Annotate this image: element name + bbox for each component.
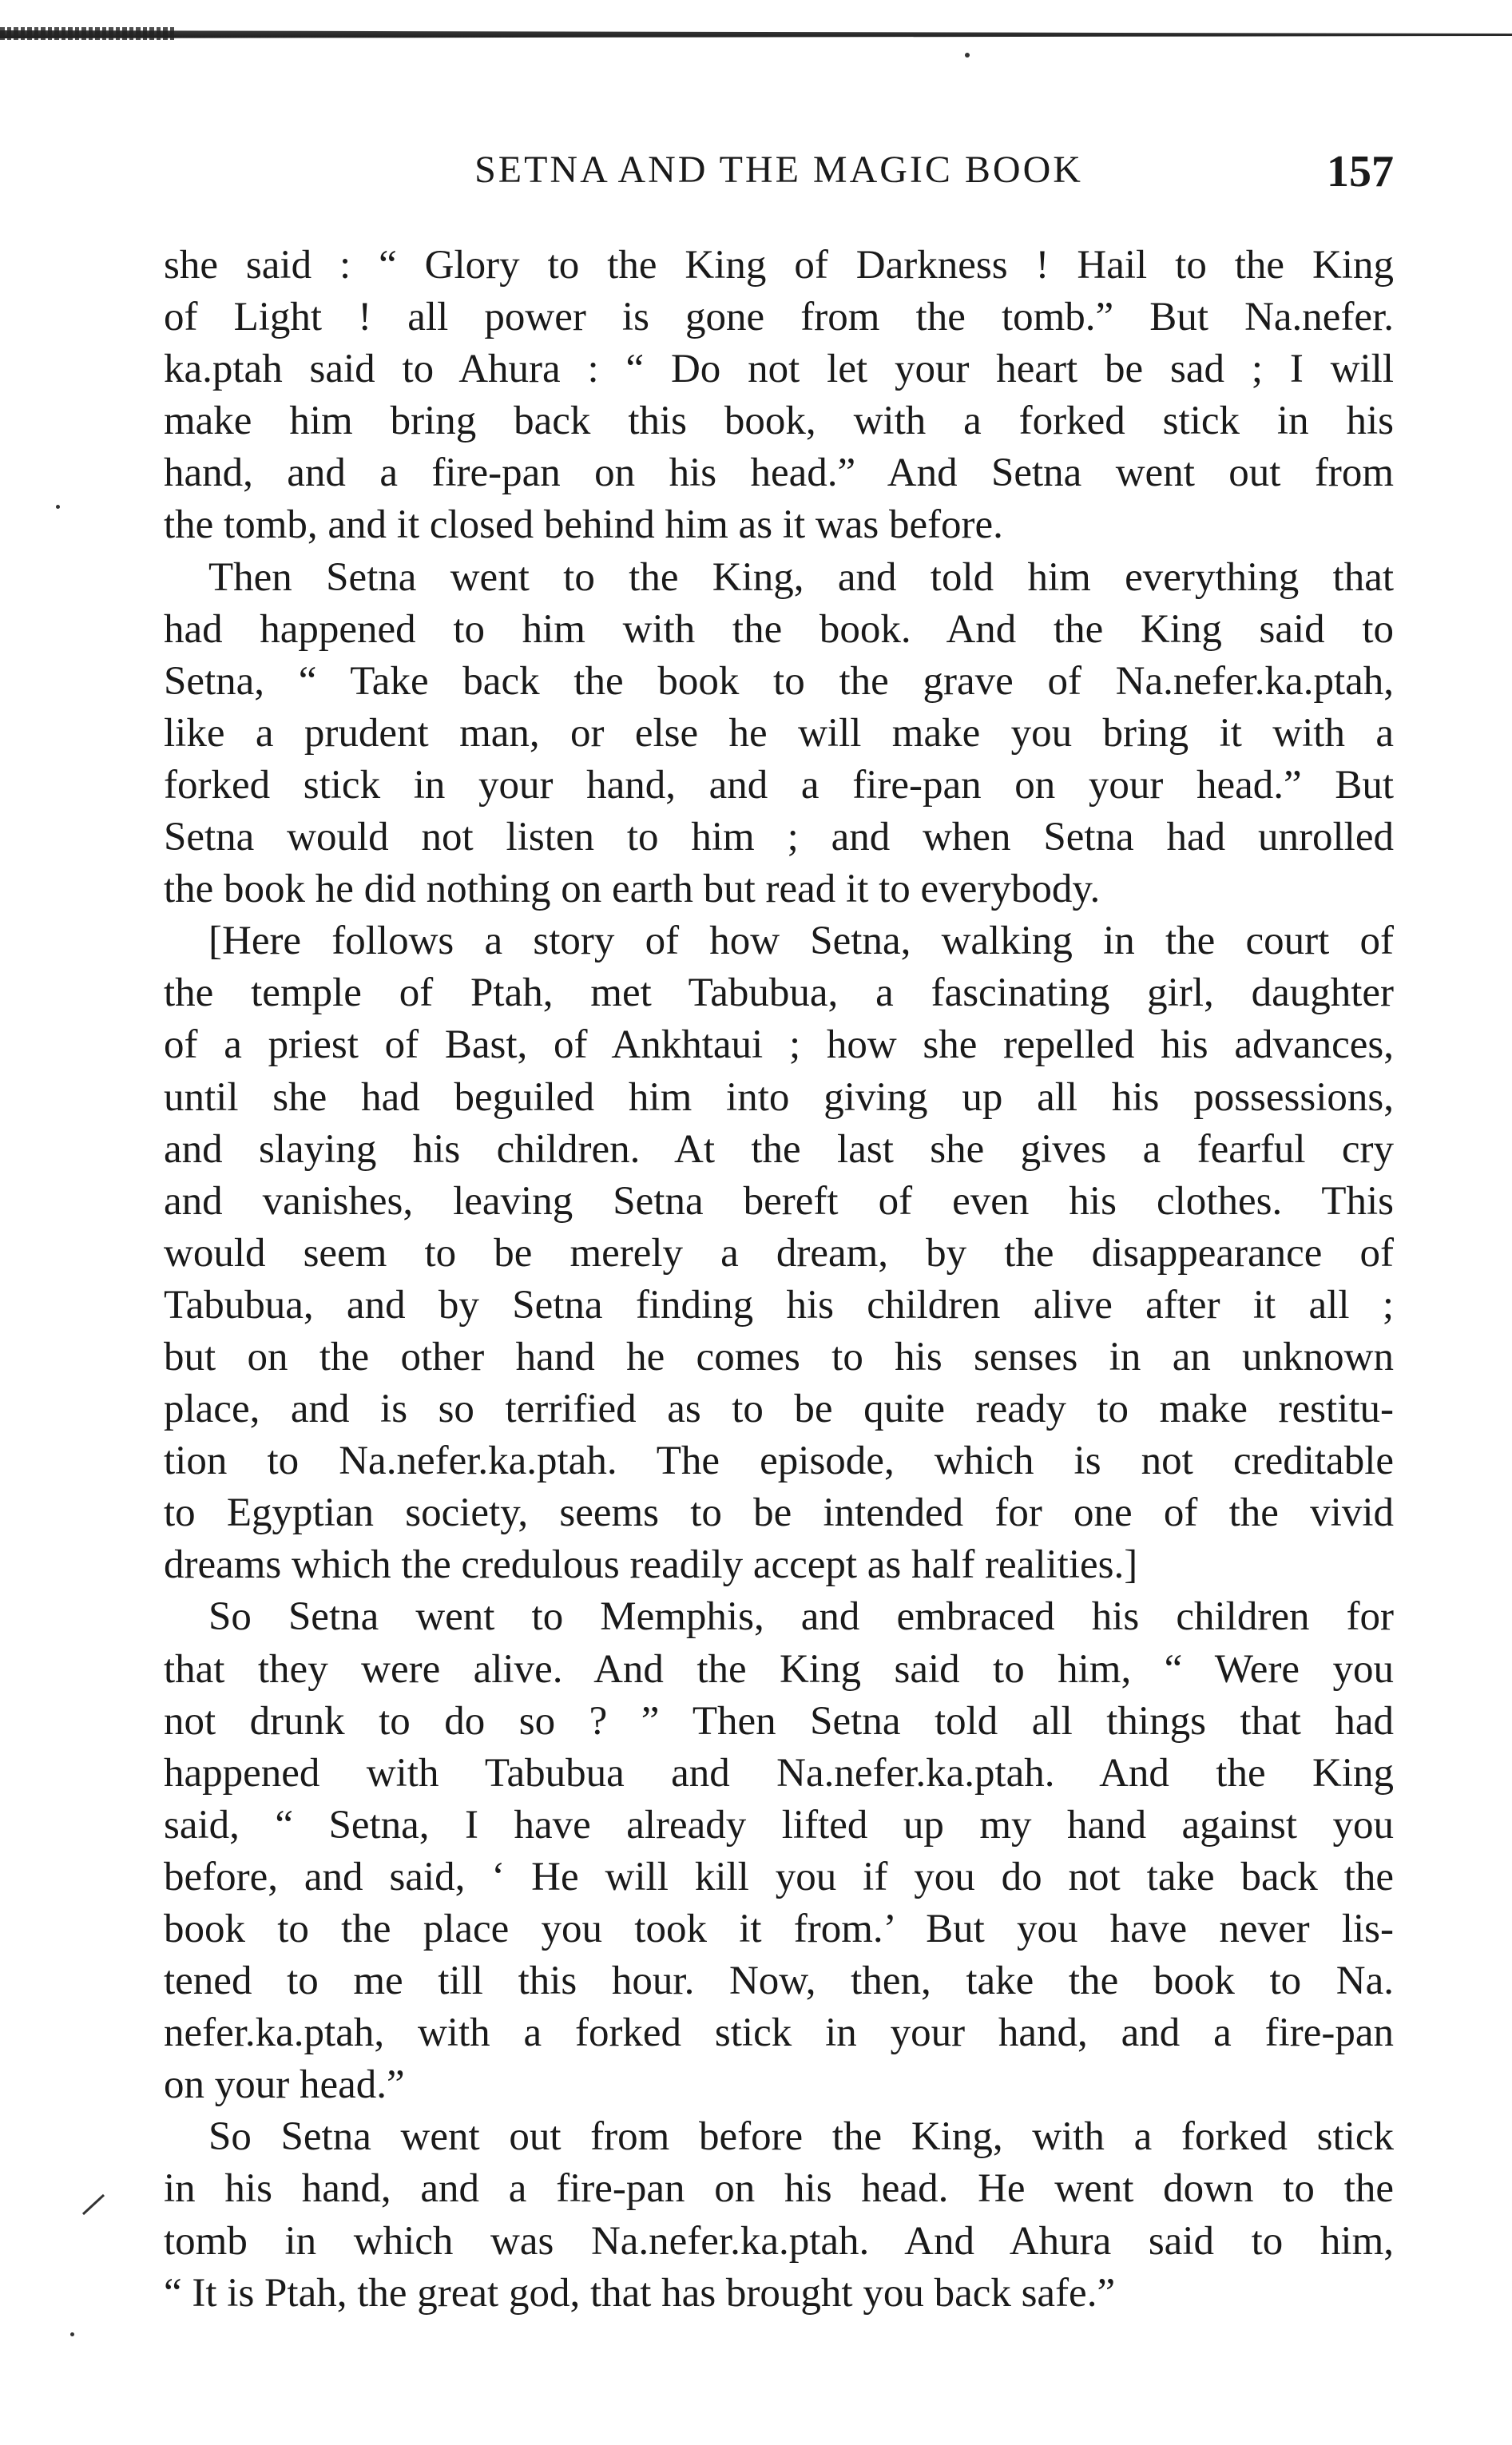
scan-speck: [70, 2332, 74, 2336]
text-line: had happened to him with the book. And the King said to: [164, 606, 1394, 652]
text-line: before, and said, ‘ He will kill you if you do not take back the: [164, 1854, 1394, 1899]
text-line: that they were alive. And the King said to him, “ Were you: [164, 1646, 1394, 1692]
text-line: but on the other hand he comes to his senses in an unknown: [164, 1334, 1394, 1379]
running-title: SETNA AND THE MAGIC BOOK: [474, 149, 1083, 191]
text-line: until she had beguiled him into giving up all his possessions,: [164, 1074, 1394, 1120]
text-line: So Setna went to Memphis, and embraced his children for: [208, 1594, 1394, 1640]
page-text: [164, 240, 1394, 2320]
text-line: she said : “ Glory to the King of Darkness ! Hail to the King: [164, 243, 1394, 288]
page-header: [164, 142, 1394, 198]
text-line: like a prudent man, or else he will make you bring it with a: [164, 710, 1394, 756]
text-line: hand, and a fire-pan on his head.” And Setna went out from: [164, 450, 1394, 496]
text-line: of Light ! all power is gone from the tomb.” But Na.nefer.: [164, 295, 1394, 340]
text-line: “ It is Ptah, the great god, that has brought you back safe.”: [164, 2270, 1116, 2316]
text-line: So Setna went out from before the King, with a forked stick: [208, 2114, 1394, 2160]
scan-speck: [965, 53, 970, 58]
text-line: said, “ Setna, I have already lifted up my hand against you: [164, 1802, 1394, 1848]
scan-top-rule-ragged: [0, 27, 176, 40]
text-line: nefer.ka.ptah, with a forked stick in your hand, and a fire-pan: [164, 2010, 1394, 2056]
text-line: place, and is so terrified as to be quite ready to make restitu-: [164, 1387, 1394, 1432]
scan-speck: [56, 505, 60, 509]
text-line: book to the place you took it from.’ But you have never lis-: [164, 1907, 1394, 1951]
text-line: not drunk to do so ? ” Then Setna told all things that had: [164, 1698, 1394, 1744]
text-line: and slaying his children. At the last she gives a fearful cry: [164, 1126, 1394, 1172]
text-line: on your head.”: [164, 2062, 405, 2108]
text-line: in his hand, and a fire-pan on his head. He went down to the: [164, 2166, 1394, 2212]
text-line: Setna would not listen to him ; and when Setna had unrolled: [164, 815, 1394, 860]
text-line: would seem to be merely a dream, by the disappearance of: [164, 1230, 1394, 1276]
text-line: forked stick in your hand, and a fire-pan on your head.” But: [164, 762, 1394, 808]
text-line: dreams which the credulous readily accept as half realities.]: [164, 1542, 1138, 1588]
text-line: ka.ptah said to Ahura : “ Do not let your heart be sad ; I will: [164, 347, 1394, 392]
text-line: happened with Tabubua and Na.nefer.ka.ptah. And the King: [164, 1750, 1394, 1796]
text-line: tion to Na.nefer.ka.ptah. The episode, which is not creditable: [164, 1439, 1394, 1484]
text-line: the tomb, and it closed behind him as it was before.: [164, 502, 1003, 548]
page-number: 157: [1327, 147, 1394, 196]
text-line: tened to me till this hour. Now, then, take the book to Na.: [164, 1959, 1394, 2004]
text-line: Then Setna went to the King, and told him everything that: [208, 554, 1394, 600]
text-line: the temple of Ptah, met Tabubua, a fascinating girl, daughter: [164, 970, 1394, 1016]
text-line: Setna, “ Take back the book to the grave of Na.nefer.ka.ptah,: [164, 658, 1394, 704]
text-line: tomb in which was Na.nefer.ka.ptah. And Ahura said to him,: [164, 2218, 1394, 2264]
text-line: the book he did nothing on earth but read it to everybody.: [164, 867, 1101, 912]
text-line: Tabubua, and by Setna finding his children alive after it all ;: [164, 1282, 1394, 1328]
text-line: make him bring back this book, with a forked stick in his: [164, 399, 1394, 444]
text-line: [Here follows a story of how Setna, walking in the court of: [208, 919, 1394, 964]
text-line: and vanishes, leaving Setna bereft of even his clothes. This: [164, 1178, 1394, 1224]
text-line: to Egyptian society, seems to be intended for one of the vivid: [164, 1490, 1394, 1536]
margin-pencil-mark: [80, 2189, 112, 2221]
text-line: of a priest of Bast, of Ankhtaui ; how she repelled his advances,: [164, 1022, 1394, 1068]
scan-top-rule: [0, 30, 1512, 38]
